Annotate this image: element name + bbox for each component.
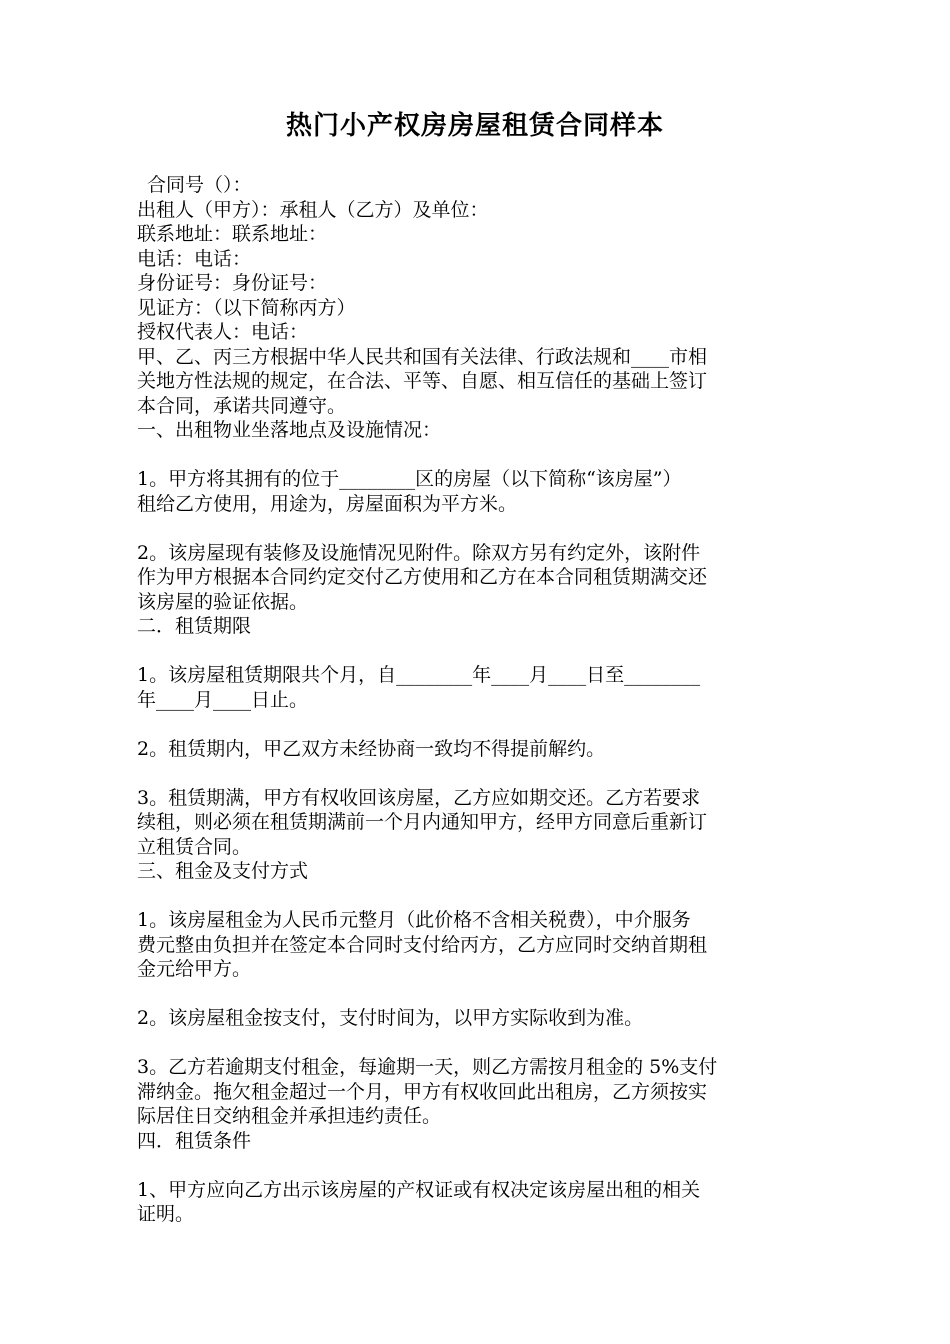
text-line: 该房屋的验证依据。 [137,590,309,613]
text-line: 四．租赁条件 [137,1129,252,1152]
blank-line [137,761,817,786]
blank-line [137,516,817,541]
text-line: 电话：电话： [137,247,252,270]
document-title: 热门小产权房房屋租赁合同样本 [285,111,664,141]
text-line: 作为甲方根据本合同约定交付乙方使用和乙方在本合同租赁期满交还 [137,566,708,588]
text-line: 年____月____日止。 [137,688,309,711]
blank-line [137,639,817,664]
text-line: 出租人（甲方）：承租人（乙方）及单位： [137,198,489,221]
text-line: 2。租赁期内，甲乙双方未经协商一致均不得提前解约。 [137,737,606,760]
text-line: 甲、乙、丙三方根据中华人民共和国有关法律、行政法规和____市相 [137,345,708,368]
text-line: 合同号（）： [147,174,252,196]
text-line: 见证方：（以下简称丙方） [137,296,356,319]
text-line: 续租，则必须在租赁期满前一个月内通知甲方，经甲方同意后重新订 [137,811,708,833]
text-line: 2。该房屋现有装修及设施情况见附件。除双方另有约定外，该附件 [137,541,701,564]
blank-line [137,712,817,737]
text-line: 金元给甲方。 [137,958,252,980]
text-line: 3。乙方若逾期支付租金，每逾期一天，则乙方需按月租金的 5%支付 [137,1056,718,1078]
text-line: 际居住日交纳租金并承担违约责任。 [137,1105,442,1127]
text-line: 关地方性法规的规定，在合法、平等、自愿、相互信任的基础上签订 [137,370,708,392]
document-body [137,173,817,1227]
blank-line [137,884,817,909]
text-line: 2。该房屋租金按支付，支付时间为，以甲方实际收到为准。 [137,1007,644,1029]
text-line: 本合同，承诺共同遵守。 [137,394,347,417]
text-line: 一、出租物业坐落地点及设施情况： [137,419,442,441]
blank-line [137,443,817,468]
text-line: 1。该房屋租金为人民币元整月（此价格不含相关税费），中介服务 [137,909,691,931]
text-line: 费元整由负担并在签定本合同时支付给丙方，乙方应同时交纳首期租 [137,933,708,956]
text-line: 滞纳金。拖欠租金超过一个月，甲方有权收回此出租房，乙方须按实 [137,1080,708,1103]
blank-line [137,1153,817,1178]
text-line: 租给乙方使用，用途为，房屋面积为平方米。 [137,492,518,515]
text-line: 1。该房屋租赁期限共个月，自________年____月____日至________ [137,664,701,686]
text-line: 1。甲方将其拥有的位于________区的房屋（以下简称“该房屋”） [137,468,682,490]
text-line: 身份证号：身份证号： [137,272,328,294]
text-line: 3。租赁期满，甲方有权收回该房屋，乙方应如期交还。乙方若要求 [137,786,701,809]
text-line: 授权代表人：电话： [137,321,309,343]
text-line: 三、租金及支付方式 [137,860,309,882]
text-line: 联系地址：联系地址： [137,223,328,245]
text-line: 证明。 [137,1203,195,1225]
text-line: 立租赁合同。 [137,835,252,858]
text-line: 二．租赁期限 [137,615,252,637]
blank-line [137,982,817,1007]
text-line: 1、甲方应向乙方出示该房屋的产权证或有权决定该房屋出租的相关 [137,1178,701,1201]
blank-line [137,1031,817,1056]
